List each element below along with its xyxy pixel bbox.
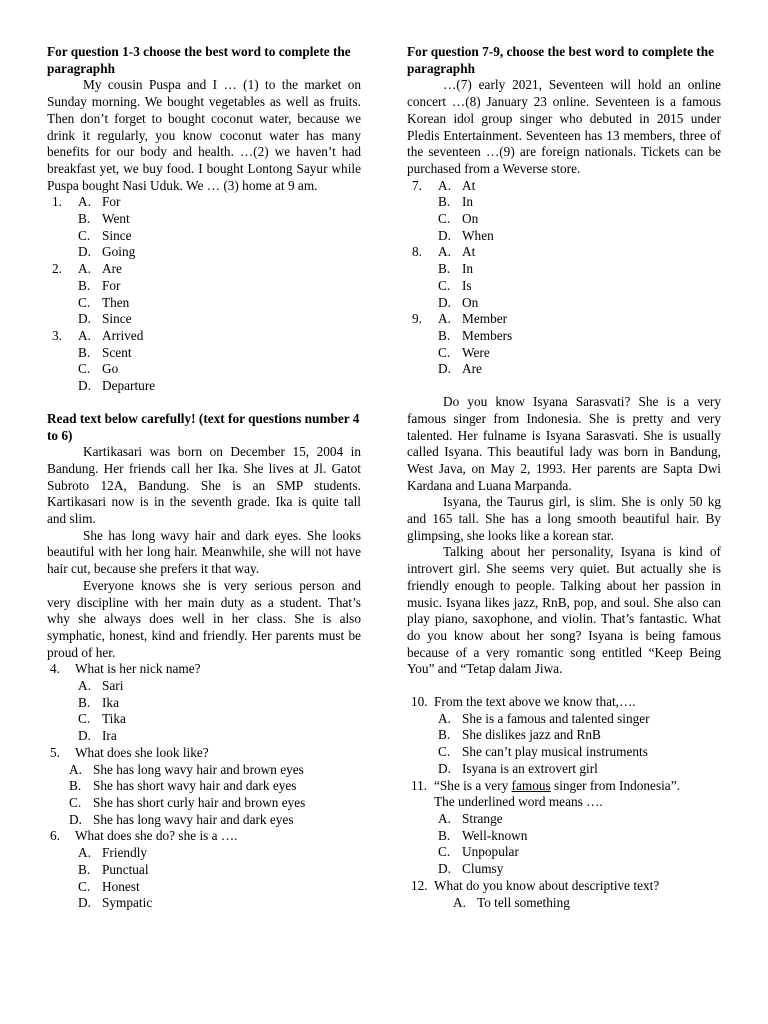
question-4	[47, 661, 361, 745]
option-d[interactable]: D. Isyana is an extrovert girl	[438, 760, 598, 776]
section-heading-q1-3: For question 1-3 choose the best word to complete the paragraphh	[47, 44, 351, 76]
question-number: 1.	[52, 194, 62, 210]
question-text: What do you know about descriptive text?	[434, 877, 660, 893]
passage-seventeen: …(7) early 2021, Seventeen will hold an online concert …(8) January 23 online. Seventeen is a famous Korean idol group singer who debuted in 2015 under Pledis Entertainment. Seventeen has 13 members, three of the seventeen …(9) are foreign nationals. Tickets can be purchased from a Weverse store.	[407, 77, 721, 176]
option-c[interactable]: C. Go	[78, 361, 119, 377]
option-b[interactable]: B. Well-known	[438, 827, 528, 843]
question-3	[47, 328, 361, 395]
question-12	[407, 878, 721, 911]
question-number: 10.	[411, 694, 428, 710]
option-b[interactable]: B. Went	[78, 211, 130, 227]
question-number: 3.	[52, 327, 62, 343]
option-a[interactable]: A. Strange	[438, 810, 503, 826]
question-11	[407, 778, 721, 878]
question-number: 2.	[52, 261, 62, 277]
section-heading-q7-9: For question 7-9, choose the best word to complete the paragraphh	[407, 44, 715, 76]
passage-isyana-1: Do you know Isyana Sarasvati? She is a very famous singer from Indonesia. She is pretty and very talented. Her fulname is Isyana Sarasvati. She is usually called Isyana. This beautiful lady was born in Bandung, West Java, on May 2, 1993. Her parents are Sapta Dwi Kardana and Luana Marpanda.	[407, 394, 721, 493]
option-d[interactable]: D. Clumsy	[438, 861, 504, 877]
option-c[interactable]: C. She can’t play musical instruments	[438, 744, 648, 760]
option-d[interactable]: D. Since	[78, 311, 132, 327]
spacer	[407, 378, 721, 394]
option-d[interactable]: D. Ira	[78, 728, 117, 744]
right-column	[407, 44, 721, 911]
option-d[interactable]: D. Sympatic	[78, 895, 153, 911]
option-a[interactable]: A. She is a famous and talented singer	[438, 710, 650, 726]
option-d[interactable]: D. Are	[438, 361, 482, 377]
question-text: What does she do? she is a ….	[75, 828, 238, 844]
option-c[interactable]: C. Unpopular	[438, 844, 519, 860]
option-b[interactable]: B. In	[438, 261, 474, 277]
option-d[interactable]: D. Departure	[78, 378, 156, 394]
question-8	[407, 244, 721, 311]
left-column	[47, 44, 361, 912]
option-b[interactable]: B. She has short wavy hair and dark eyes	[69, 778, 297, 794]
option-a[interactable]: A. At	[438, 177, 476, 193]
question-number: 9.	[412, 311, 422, 327]
passage-kartikasari-1: Kartikasari was born on December 15, 2004 in Bandung. Her friends call her Ika. She lives at Jl. Gatot Subroto 12A, Bandung. She is an SMP students. Kartikasari now is in the seventh grade. Ika is quite tall and slim.	[47, 444, 361, 527]
spacer	[47, 395, 361, 411]
option-a[interactable]: A. Member	[438, 311, 508, 327]
option-c[interactable]: C. Then	[78, 294, 130, 310]
question-number: 8.	[412, 244, 422, 260]
passage-market: My cousin Puspa and I … (1) to the market on Sunday morning. We bought vegetables as well as fruits. Then don’t forget to bought coconut water, because we drink it regularly, you know coconut water has many benefits for our body and health. …(2) we haven’t had breakfast yet, we buy food. I bought Lontong Sayur while Puspa bought Nasi Uduk. We … (3) home at 9 am.	[47, 77, 361, 193]
option-c[interactable]: C. On	[438, 211, 479, 227]
question-text: What does she look like?	[75, 744, 209, 760]
question-text: From the text above we know that,….	[434, 694, 636, 710]
option-a[interactable]: A. Sari	[78, 678, 124, 694]
question-5	[47, 745, 361, 829]
question-10	[407, 694, 721, 778]
question-number: 5.	[50, 744, 60, 760]
option-a[interactable]: A. Arrived	[78, 328, 144, 343]
option-b[interactable]: B. Scent	[78, 344, 132, 360]
passage-kartikasari-3: Everyone knows she is very serious person and very discipline with her main duty as a student. That’s why she always does well in her class. She is also symphatic, honest, kind and friendly. Her parents must be proud of her.	[47, 577, 361, 660]
spacer	[407, 678, 721, 694]
question-9	[407, 311, 721, 378]
option-a[interactable]: A. She has long wavy hair and brown eyes	[69, 761, 304, 777]
question-1	[47, 194, 361, 261]
question-2	[47, 261, 361, 328]
option-a[interactable]: A. Friendly	[78, 845, 148, 861]
question-number: 4.	[50, 661, 60, 677]
option-b[interactable]: B. For	[78, 277, 121, 293]
option-b[interactable]: B. Ika	[78, 694, 119, 710]
option-c[interactable]: C. Honest	[78, 878, 140, 894]
question-text-line2: The underlined word means ….	[434, 794, 603, 810]
option-c[interactable]: C. Is	[438, 277, 472, 293]
question-number: 6.	[50, 828, 60, 844]
option-c[interactable]: C. Were	[438, 344, 490, 360]
option-c[interactable]: C. Tika	[78, 711, 126, 727]
underlined-word: famous	[511, 777, 551, 793]
option-d[interactable]: D. On	[438, 294, 479, 310]
option-d[interactable]: D. Going	[78, 244, 136, 260]
section-heading-q4-6: Read text below carefully! (text for questions number 4 to 6)	[47, 410, 360, 443]
question-6	[47, 828, 361, 912]
passage-isyana-2: Isyana, the Taurus girl, is slim. She is only 50 kg and 165 tall. She has a long smooth beautiful hair. By glimpsing, she looks like a korean star.	[407, 494, 721, 543]
question-7	[407, 178, 721, 245]
question-number: 11.	[411, 777, 428, 793]
question-number: 12.	[411, 877, 428, 893]
option-d[interactable]: D. She has long wavy hair and dark eyes	[69, 811, 294, 827]
passage-isyana-3: Talking about her personality, Isyana is kind of introvert girl. She seems very quiet. But actually she is friendly enough to people. Talking about her passion in music. Isyana likes jazz, RnB, pop, and soul. She also can play piano, saxophone, and violin. That’s fantastic. What do you know about her song? Isyana is being famous because of a very romantic song entitled “Keep Being You” and “Tetap dalam Jiwa.	[407, 544, 721, 677]
option-a[interactable]: A. At	[438, 244, 476, 260]
option-a[interactable]: A. To tell something	[453, 894, 570, 910]
option-d[interactable]: D. When	[438, 227, 494, 243]
option-b[interactable]: B. Punctual	[78, 861, 149, 877]
option-c[interactable]: C. She has short curly hair and brown eyes	[69, 794, 306, 810]
option-b[interactable]: B. She dislikes jazz and RnB	[438, 727, 601, 743]
option-a[interactable]: A. For	[78, 194, 121, 210]
question-number: 7.	[412, 177, 422, 193]
option-b[interactable]: B. In	[438, 194, 474, 210]
question-text: What is her nick name?	[75, 661, 201, 677]
passage-kartikasari-2: She has long wavy hair and dark eyes. She looks beautiful with her long hair. Meanwhile, she will not have hair cut, because she prefers it that way.	[47, 527, 361, 577]
option-a[interactable]: A. Are	[78, 261, 122, 277]
option-c[interactable]: C. Since	[78, 227, 132, 243]
option-b[interactable]: B. Members	[438, 328, 513, 343]
question-text: “She is a very famous singer from Indonesia”.	[434, 777, 680, 793]
